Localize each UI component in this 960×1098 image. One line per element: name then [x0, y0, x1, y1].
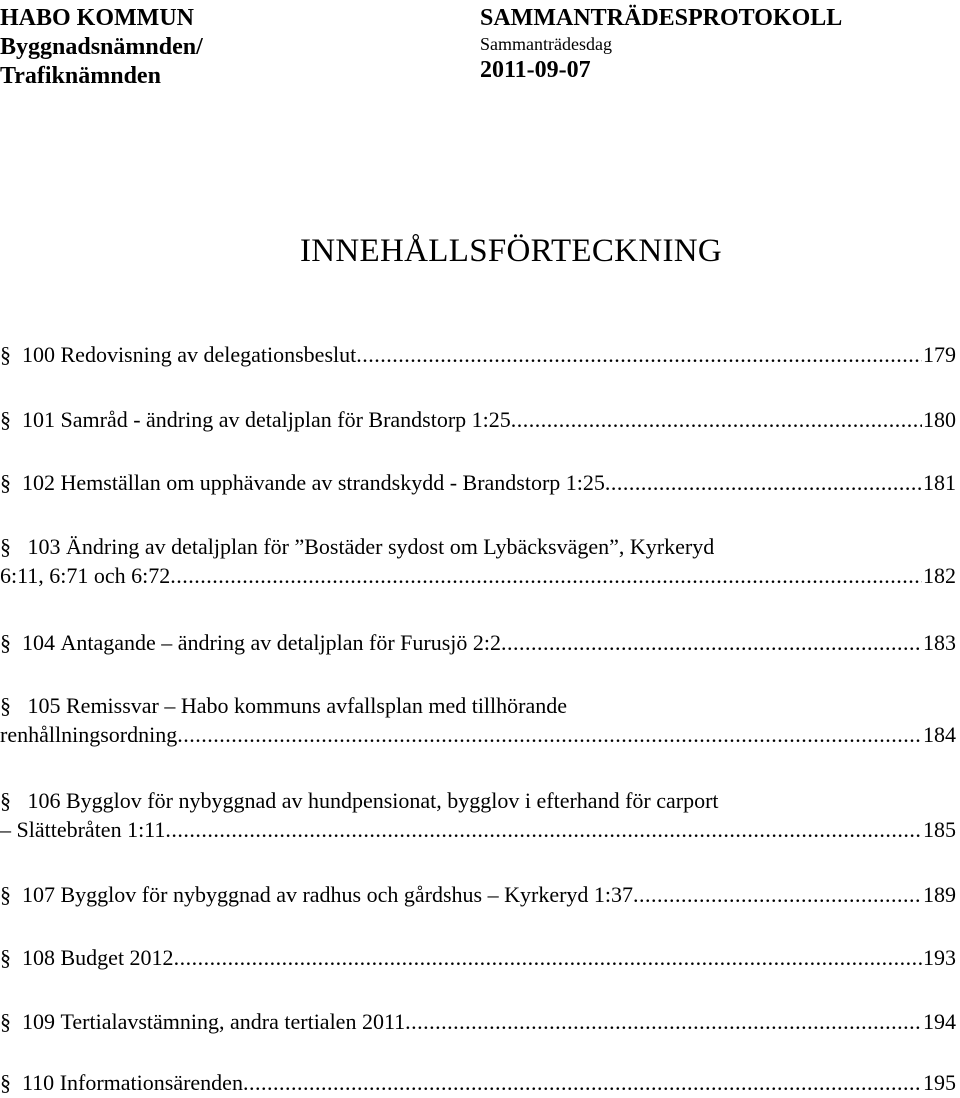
toc-entry[interactable]	[0, 340, 956, 369]
entry-title: Budget 2012	[60, 945, 174, 970]
toc-entry[interactable]	[0, 691, 956, 749]
entry-page: 180	[923, 407, 956, 432]
entry-title: Informationsärenden	[59, 1070, 243, 1095]
entry-number: 108	[22, 945, 55, 970]
toc-entry[interactable]	[0, 943, 956, 972]
dot-leader	[501, 628, 922, 657]
toc-entry[interactable]	[0, 880, 956, 909]
entry-title: Remissvar – Habo kommuns avfallsplan med tillhörande	[66, 693, 568, 718]
toc-entry[interactable]	[0, 468, 956, 497]
entry-page: 181	[923, 470, 956, 495]
entry-number: 106	[27, 788, 61, 813]
toc-entry[interactable]	[0, 1007, 956, 1036]
dot-leader	[511, 405, 922, 434]
document-type: SAMMANTRÄDESPROTOKOLL	[480, 5, 843, 31]
toc-title: INNEHÅLLSFÖRTECKNING	[300, 233, 722, 269]
entry-number: 103	[27, 534, 61, 559]
entry-page: 185	[923, 817, 956, 842]
entry-number: 105	[27, 693, 61, 718]
header-left	[0, 4, 203, 91]
header-right	[480, 4, 842, 85]
entry-title-continued: 6:11, 6:71 och 6:72	[0, 563, 171, 588]
dot-leader	[243, 1068, 922, 1097]
entry-title-continued: renhållningsordning	[0, 722, 178, 747]
entry-title: Samråd - ändring av detaljplan för Brandstorp 1:25	[60, 407, 511, 432]
entry-title: Ändring av detaljplan för ”Bostäder sydost om Lybäcksvägen”, Kyrkeryd	[66, 534, 715, 559]
entry-page: 189	[923, 882, 956, 907]
dot-leader	[605, 468, 922, 497]
entry-number: 100	[22, 342, 55, 367]
dot-leader	[405, 1007, 922, 1036]
meeting-date-label: Sammanträdesdag	[480, 34, 612, 54]
section-symbol: §	[0, 407, 11, 432]
entry-number: 102	[22, 470, 55, 495]
toc-entry[interactable]	[0, 628, 956, 657]
entry-page: 195	[923, 1070, 956, 1095]
entry-number: 110	[22, 1070, 55, 1095]
entry-number: 107	[22, 882, 55, 907]
org-name: HABO KOMMUN	[0, 5, 194, 31]
entry-page: 183	[923, 630, 956, 655]
section-symbol: §	[0, 630, 11, 655]
section-symbol: §	[0, 1070, 11, 1095]
dot-leader	[633, 880, 922, 909]
dot-leader	[177, 720, 922, 749]
entry-number: 101	[22, 407, 55, 432]
entry-title: Bygglov för nybyggnad av radhus och gårdshus – Kyrkeryd 1:37	[60, 882, 634, 907]
entry-page: 184	[923, 722, 956, 747]
toc-entry[interactable]	[0, 532, 956, 590]
entry-number: 104	[22, 630, 55, 655]
section-symbol: §	[0, 1009, 11, 1034]
section-symbol: §	[0, 945, 11, 970]
toc-entry[interactable]	[0, 786, 956, 844]
entry-page: 193	[923, 945, 956, 970]
entry-title-continued: – Slättebråten 1:11	[0, 817, 166, 842]
toc-entry[interactable]	[0, 1068, 956, 1097]
entry-title: Tertialavstämning, andra tertialen 2011	[60, 1009, 406, 1034]
section-symbol: §	[0, 342, 11, 367]
entry-page: 182	[923, 563, 956, 588]
toc-entry[interactable]	[0, 405, 956, 434]
board-name-line2: Trafiknämnden	[0, 63, 161, 89]
section-symbol: §	[0, 470, 11, 495]
entry-title: Hemställan om upphävande av strandskydd - Brandstorp 1:25	[60, 470, 605, 495]
entry-page: 194	[923, 1009, 956, 1034]
meeting-date: 2011-09-07	[480, 57, 591, 83]
entry-title: Redovisning av delegationsbeslut	[60, 342, 357, 367]
dot-leader	[174, 943, 922, 972]
entry-title: Bygglov för nybyggnad av hundpensionat, bygglov i efterhand för carport	[66, 788, 719, 813]
dot-leader	[165, 815, 922, 844]
section-symbol: §	[0, 788, 11, 813]
entry-title: Antagande – ändring av detaljplan för Furusjö 2:2	[60, 630, 502, 655]
section-symbol: §	[0, 693, 11, 718]
dot-leader	[170, 561, 922, 590]
entry-page: 179	[923, 342, 956, 367]
dot-leader	[356, 340, 922, 369]
entry-number: 109	[22, 1009, 55, 1034]
section-symbol: §	[0, 534, 11, 559]
board-name-line1: Byggnadsnämnden/	[0, 34, 203, 60]
section-symbol: §	[0, 882, 11, 907]
